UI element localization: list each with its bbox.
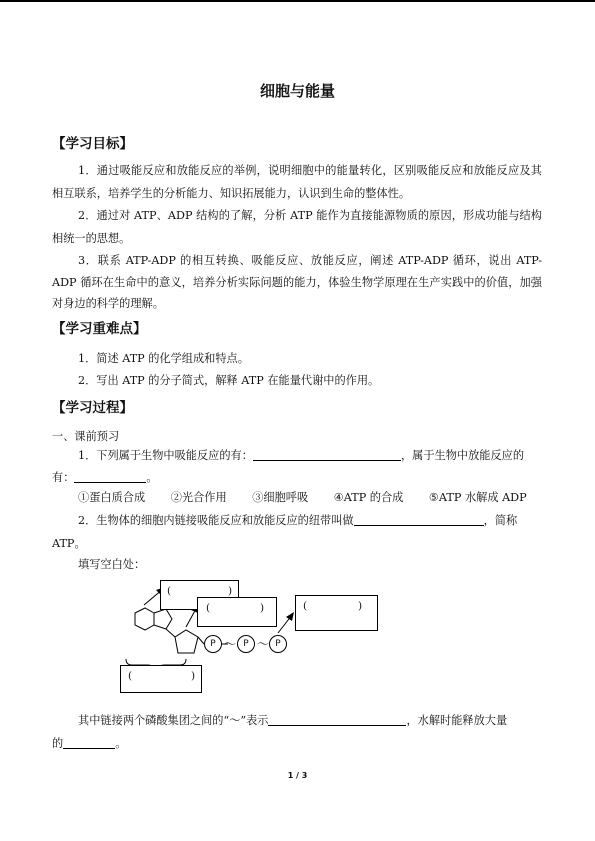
choice-1: ①蛋白质合成 <box>78 491 146 504</box>
key-point-1: 1．简述 ATP 的化学组成和特点。 <box>78 352 249 365</box>
glycosidic-bond <box>166 629 175 637</box>
q1-blank-release[interactable] <box>74 470 146 483</box>
phosphate-circle-2: P <box>237 635 255 653</box>
fill-prompt: 填写空白处： <box>78 558 146 571</box>
q1-blank-absorb[interactable] <box>253 448 401 461</box>
q3-text-b: ，水解时能释放大量 <box>406 714 508 727</box>
q1-text-a: 1．下列属于生物中吸能反应的有： <box>78 449 253 462</box>
arrow-head-3 <box>286 612 294 621</box>
q2-blank[interactable] <box>354 513 484 526</box>
choice-2: ②光合作用 <box>170 491 227 504</box>
phosphate-circle-3: P <box>269 635 287 653</box>
box-2-open: ( <box>206 602 211 614</box>
question-1-line-1 <box>78 447 524 463</box>
goal-item-2: 2．通过对 ATP、ADP 结构的了解，分析 ATP 能作为直接能源物质的原因，形成功能与结构相统一的思想。 <box>52 209 542 245</box>
page-number: 1 / 3 <box>287 771 308 780</box>
ribose-pentagon <box>175 630 198 653</box>
blank-box-bond[interactable] <box>295 595 378 631</box>
key-point-2: 2．写出 ATP 的分子简式，解释 ATP 在能量代谢中的作用。 <box>78 374 380 387</box>
top-rule <box>0 0 595 2</box>
goal-item-3: 3．联系 ATP-ADP 的相互转换、吸能反应、放能反应，阐述 ATP-ADP 循环，说出 ATP-ADP 循环在生命中的意义，培养分析实际问题的能力，体验生物学原理在生产实践中的价值，加强对身边的科学的理解。 <box>52 254 542 310</box>
box-3-open: ( <box>303 600 308 612</box>
q1-text-c: 有： <box>52 471 75 484</box>
atp-structure-diagram <box>110 575 380 695</box>
question-3-line-1 <box>78 712 507 728</box>
q3-blank-meaning[interactable] <box>268 713 406 726</box>
question-3-line-2 <box>52 735 126 751</box>
choice-4: ④ATP 的合成 <box>333 491 404 504</box>
page-title: 细胞与能量 <box>259 82 335 100</box>
choice-5: ⑤ATP 水解成 ADP <box>428 491 527 504</box>
question-2-line-1 <box>78 512 517 528</box>
q2-text-a: 2．生物体的细胞内链接吸能反应和放能反应的纽带叫做 <box>78 514 354 527</box>
goal-item-1: 1．通过吸能反应和放能反应的举例，说明细胞中的能量转化，区别吸能反应和放能反应及其相互联系，培养学生的分析能力、知识拓展能力，认识到生命的整体性。 <box>52 164 542 200</box>
phosphate-circle-1: P <box>204 635 222 653</box>
blank-box-nucleoside[interactable] <box>120 665 202 693</box>
adenine-ring-5 <box>154 609 172 629</box>
heading-learning-process: 【学习过程】 <box>52 400 133 416</box>
q3-text-end: 。 <box>115 737 127 750</box>
high-energy-bond-1: ～ <box>224 637 237 651</box>
subheading-preview: 一、课前预习 <box>52 430 120 443</box>
box-1-open: ( <box>167 585 172 597</box>
q2-text-b: ，简称 <box>483 514 518 527</box>
heading-learning-goals: 【学习目标】 <box>52 136 133 152</box>
q3-blank-energy[interactable] <box>63 736 115 749</box>
box-2-close: ) <box>260 602 265 614</box>
box-3-close: ) <box>358 600 363 612</box>
q1-text-b: ，属于生物中放能反应的 <box>400 449 525 462</box>
question-1-line-2 <box>52 469 158 485</box>
q3-text-c: 的 <box>52 737 64 750</box>
question-2-line-2: ATP。 <box>52 537 86 550</box>
box-1-close: ) <box>228 585 233 597</box>
blank-box-adenosine[interactable] <box>197 597 277 627</box>
box-4-open: ( <box>128 670 133 682</box>
adenine-ring-6 <box>135 608 154 630</box>
choices-row <box>78 489 527 505</box>
high-energy-bond-2: ～ <box>257 637 270 651</box>
q3-text-a: 其中链接两个磷酸集团之间的“～”表示 <box>78 714 269 727</box>
q1-text-end: 。 <box>146 471 158 484</box>
choice-3: ③细胞呼吸 <box>252 491 309 504</box>
heading-key-points: 【学习重难点】 <box>52 321 147 337</box>
box-4-close: ) <box>191 670 196 682</box>
